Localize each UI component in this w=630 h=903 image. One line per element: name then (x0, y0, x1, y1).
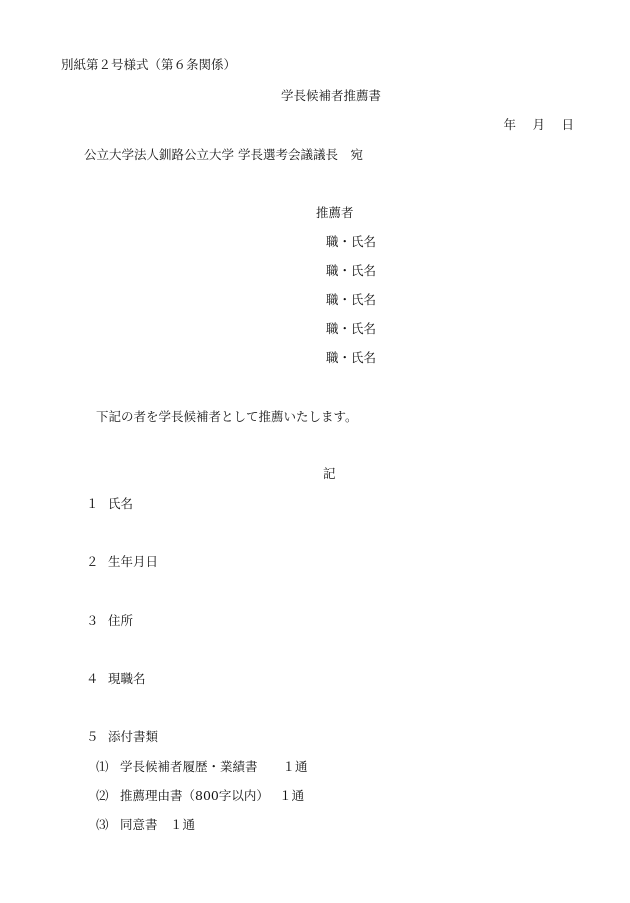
item-number: ３ (86, 613, 99, 628)
item-label-current-position: 現職名 (108, 671, 146, 686)
item-number: １ (86, 496, 99, 511)
item-label-attachments: 添付書類 (108, 729, 159, 744)
attachment-number: ⑵ (96, 788, 109, 803)
ki-heading: 記 (323, 466, 336, 481)
date-line: 年 月 日 (503, 117, 574, 132)
form-label: 別紙第２号様式（第６条関係） (61, 57, 237, 72)
recommender-name-row: 職・氏名 (326, 292, 377, 307)
item-number: ５ (86, 729, 99, 744)
recommender-name-row: 職・氏名 (326, 263, 377, 278)
document-title: 学長候補者推薦書 (281, 88, 382, 103)
recommendation-statement: 下記の者を学長候補者として推薦いたします。 (96, 409, 358, 424)
addressee: 公立大学法人釧路公立大学 学長選考会議議長 宛 (84, 147, 363, 162)
attachment-item: 推薦理由書（800字以内） １通 (120, 788, 305, 803)
recommender-name-row: 職・氏名 (326, 234, 377, 249)
item-number: ４ (86, 671, 99, 686)
item-number: ２ (86, 554, 99, 569)
item-label-birthdate: 生年月日 (108, 554, 159, 569)
item-label-address: 住所 (108, 613, 134, 628)
attachment-number: ⑶ (96, 817, 109, 832)
item-label-name: 氏名 (108, 496, 134, 511)
attachment-item: 同意書 １通 (120, 817, 196, 832)
recommender-name-row: 職・氏名 (326, 321, 377, 336)
recommender-name-row: 職・氏名 (326, 350, 377, 365)
attachment-item: 学長候補者履歴・業績書 １通 (120, 759, 308, 774)
recommender-heading: 推薦者 (316, 205, 354, 220)
attachment-number: ⑴ (96, 759, 109, 774)
